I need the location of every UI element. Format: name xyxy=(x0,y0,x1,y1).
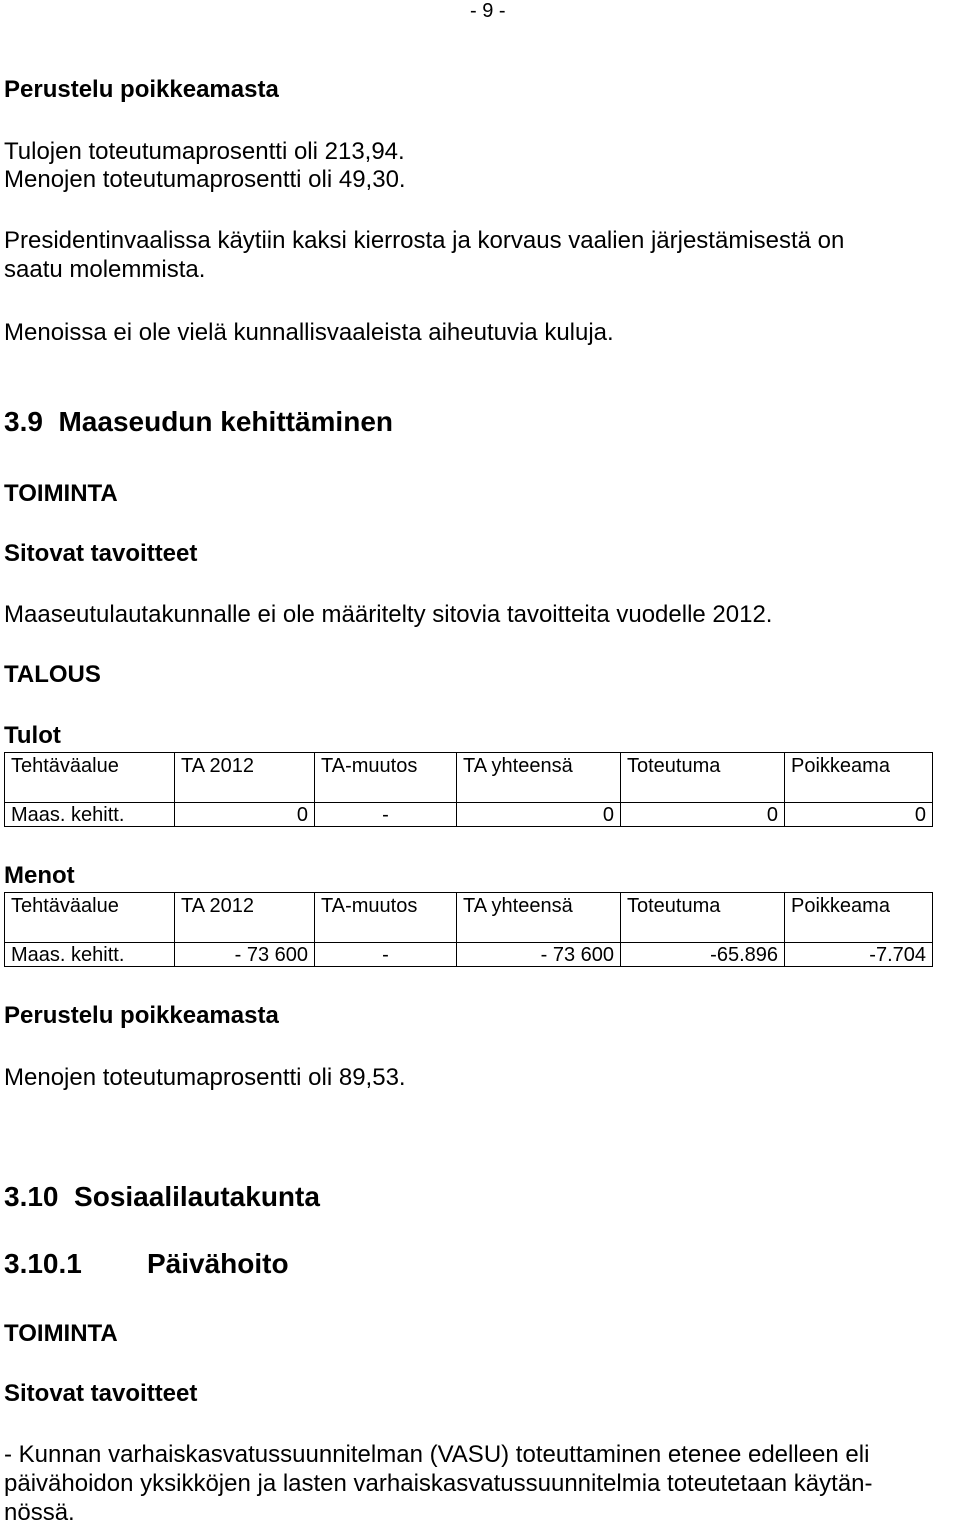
table-cell: - 73 600 xyxy=(175,943,315,967)
table-cell: - xyxy=(315,943,457,967)
perustelu-text: Menojen toteutumaprosentti oli 89,53. xyxy=(4,1064,406,1091)
menot-table xyxy=(4,892,933,967)
table-cell: Maas. kehitt. xyxy=(5,943,175,967)
column-header: TA-muutos xyxy=(315,753,457,803)
column-header: Poikkeama xyxy=(785,893,933,943)
column-header: TA 2012 xyxy=(175,893,315,943)
column-header: TA yhteensä xyxy=(457,753,621,803)
table-cell: -7.704 xyxy=(785,943,933,967)
table-row xyxy=(5,803,933,827)
talous-heading: TALOUS xyxy=(4,661,101,688)
toiminta-heading: TOIMINTA xyxy=(4,480,118,507)
text-line: Tulojen toteutumaprosentti oli 213,94. xyxy=(4,138,405,165)
page-number: - 9 - xyxy=(470,0,506,22)
column-header: Tehtäväalue xyxy=(5,753,175,803)
perustelu-heading: Perustelu poikkeamasta xyxy=(4,1002,279,1029)
table-header-row xyxy=(5,753,933,803)
column-header: Toteutuma xyxy=(621,893,785,943)
column-header: TA 2012 xyxy=(175,753,315,803)
column-header: Toteutuma xyxy=(621,753,785,803)
sitovat-heading: Sitovat tavoitteet xyxy=(4,540,198,567)
subsection-number: 3.10.1 xyxy=(4,1248,82,1279)
table-cell: 0 xyxy=(785,803,933,827)
toiminta-heading: TOIMINTA xyxy=(4,1320,118,1347)
sitovat-heading: Sitovat tavoitteet xyxy=(4,1380,198,1407)
table-cell: - xyxy=(315,803,457,827)
subsection-title: Päivähoito xyxy=(147,1248,289,1279)
column-header: TA-muutos xyxy=(315,893,457,943)
table-header-row xyxy=(5,893,933,943)
text-line: saatu molemmista. xyxy=(4,256,206,283)
table-cell: - 73 600 xyxy=(457,943,621,967)
table-cell: 0 xyxy=(621,803,785,827)
body-line: päivähoidon yksikköjen ja lasten varhaiskasvatussuunnitelmia toteutetaan käytän- xyxy=(4,1470,873,1497)
column-header: TA yhteensä xyxy=(457,893,621,943)
column-header: Poikkeama xyxy=(785,753,933,803)
table-cell: -65.896 xyxy=(621,943,785,967)
table-row xyxy=(5,943,933,967)
menot-heading: Menot xyxy=(4,862,75,889)
table-cell: 0 xyxy=(175,803,315,827)
perustelu-heading: Perustelu poikkeamasta xyxy=(4,76,279,103)
section-title: 3.10 Sosiaalilautakunta xyxy=(4,1181,320,1212)
tulot-table xyxy=(4,752,933,827)
column-header: Tehtäväalue xyxy=(5,893,175,943)
sitovat-text: Maaseutulautakunnalle ei ole määritelty sitovia tavoitteita vuodelle 2012. xyxy=(4,601,773,628)
section-title: 3.9 Maaseudun kehittäminen xyxy=(4,406,393,437)
table-cell: Maas. kehitt. xyxy=(5,803,175,827)
body-line: - Kunnan varhaiskasvatussuunnitelman (VASU) toteuttaminen etenee edelleen eli xyxy=(4,1441,870,1468)
table-cell: 0 xyxy=(457,803,621,827)
body-line: nössä. xyxy=(4,1499,75,1526)
text-line: Presidentinvaalissa käytiin kaksi kierrosta ja korvaus vaalien järjestämisestä on xyxy=(4,227,845,254)
tulot-heading: Tulot xyxy=(4,722,61,749)
text-line: Menojen toteutumaprosentti oli 49,30. xyxy=(4,166,406,193)
text-line: Menoissa ei ole vielä kunnallisvaaleista aiheutuvia kuluja. xyxy=(4,319,614,346)
